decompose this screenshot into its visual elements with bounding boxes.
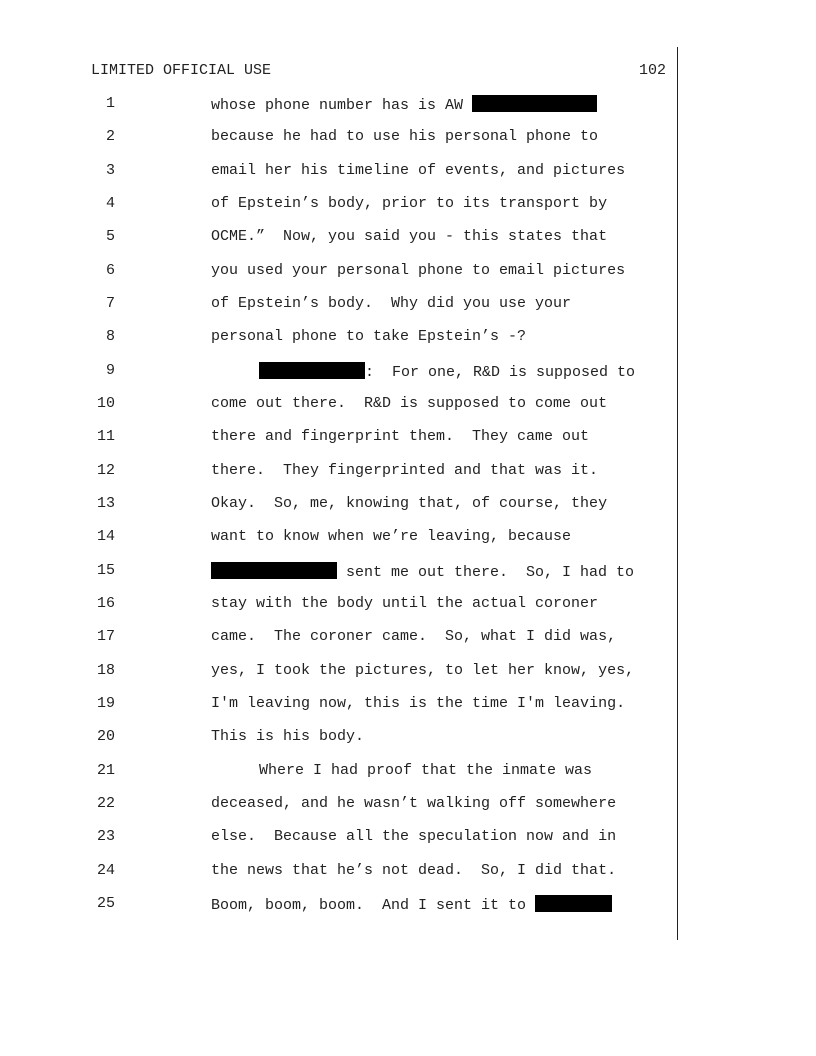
line-number: 6: [105, 262, 115, 279]
classification-header: LIMITED OFFICIAL USE: [91, 62, 272, 79]
line-number: 16: [96, 595, 115, 612]
transcript-line: [0, 895, 816, 913]
line-number: 25: [96, 895, 115, 912]
line-number: 11: [96, 428, 115, 445]
line-text: [211, 95, 597, 115]
transcript-line: [0, 695, 816, 713]
transcript-line: [0, 728, 816, 746]
transcript-line: [0, 262, 816, 280]
line-number: 21: [96, 762, 115, 779]
transcript-line: [0, 595, 816, 613]
line-text: [211, 562, 634, 582]
line-text: yes, I took the pictures, to let her know, yes,: [211, 662, 635, 679]
transcript-line: [0, 162, 816, 180]
transcript-line: [0, 195, 816, 213]
transcript-line: [0, 828, 816, 846]
line-number: 4: [105, 195, 115, 212]
line-text: because he had to use his personal phone to: [211, 128, 599, 145]
line-number: 9: [105, 362, 115, 379]
line-text: of Epstein’s body. Why did you use your: [211, 295, 572, 312]
line-number: 15: [96, 562, 115, 579]
line-text-after-redaction: sent me out there. So, I had to: [337, 564, 635, 581]
line-text: there and fingerprint them. They came out: [211, 428, 590, 445]
line-number: 5: [105, 228, 115, 245]
line-number: 2: [105, 128, 115, 145]
line-number: 3: [105, 162, 115, 179]
line-number: 23: [96, 828, 115, 845]
transcript-line: [0, 628, 816, 646]
line-number: 19: [96, 695, 115, 712]
line-number: 17: [96, 628, 115, 645]
transcript-line: [0, 495, 816, 513]
line-text: there. They fingerprinted and that was it.: [211, 462, 599, 479]
line-text: came. The coroner came. So, what I did was,: [211, 628, 617, 645]
transcript-line: [0, 228, 816, 246]
line-number: 1: [105, 95, 115, 112]
line-number: 18: [96, 662, 115, 679]
line-text: This is his body.: [211, 728, 365, 745]
redaction-bar: [472, 95, 597, 112]
line-text: come out there. R&D is supposed to come out: [211, 395, 608, 412]
line-text: of Epstein’s body, prior to its transport by: [211, 195, 608, 212]
line-text: OCME.” Now, you said you - this states that: [211, 228, 608, 245]
transcript-line: [0, 362, 816, 380]
line-number: 10: [96, 395, 115, 412]
transcript-line: [0, 295, 816, 313]
line-text: stay with the body until the actual coroner: [211, 595, 599, 612]
line-number: 20: [96, 728, 115, 745]
line-number: 12: [96, 462, 115, 479]
page-number: 102: [638, 62, 666, 79]
line-text-before-redaction: Boom, boom, boom. And I sent it to: [211, 897, 536, 914]
transcript-line: [0, 428, 816, 446]
line-number: 24: [96, 862, 115, 879]
transcript-line: [0, 128, 816, 146]
redaction-bar: [259, 362, 365, 379]
transcript-line: [0, 95, 816, 113]
line-text-before-redaction: whose phone number has is AW: [211, 97, 473, 114]
line-number: 14: [96, 528, 115, 545]
transcript-line: [0, 795, 816, 813]
line-text: deceased, and he wasn’t walking off somewhere: [211, 795, 617, 812]
line-text: I'm leaving now, this is the time I'm leaving.: [211, 695, 626, 712]
line-text: Okay. So, me, knowing that, of course, they: [211, 495, 608, 512]
transcript-line: [0, 528, 816, 546]
transcript-line: [0, 395, 816, 413]
line-number: 13: [96, 495, 115, 512]
line-number: 22: [96, 795, 115, 812]
transcript-line: [0, 662, 816, 680]
transcript-line: [0, 862, 816, 880]
line-number: 8: [105, 328, 115, 345]
line-text: want to know when we’re leaving, because: [211, 528, 572, 545]
transcript-line: [0, 328, 816, 346]
line-text: personal phone to take Epstein’s -?: [211, 328, 527, 345]
transcript-line: [0, 462, 816, 480]
redaction-bar: [535, 895, 612, 912]
line-text: email her his timeline of events, and pictures: [211, 162, 626, 179]
line-number: 7: [105, 295, 115, 312]
line-text: [259, 362, 635, 382]
transcript-line: [0, 562, 816, 580]
redaction-bar: [211, 562, 337, 579]
line-text: else. Because all the speculation now and in: [211, 828, 617, 845]
line-text: [211, 895, 612, 915]
line-text: Where I had proof that the inmate was: [259, 762, 593, 779]
transcript-line: [0, 762, 816, 780]
line-text: the news that he’s not dead. So, I did that.: [211, 862, 617, 879]
line-text-after-redaction: : For one, R&D is supposed to: [365, 364, 636, 381]
line-text: you used your personal phone to email pictures: [211, 262, 626, 279]
